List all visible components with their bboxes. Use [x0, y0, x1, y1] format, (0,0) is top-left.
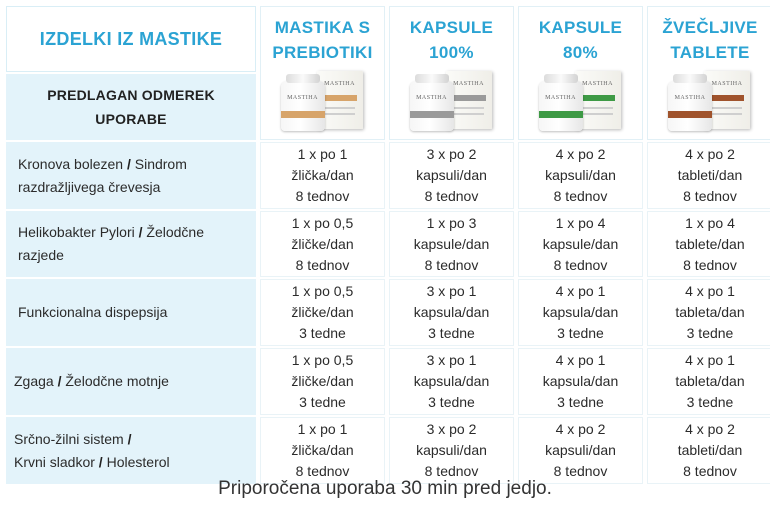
- dose-cell: 4 x po 2 tableti/dan 8 tednov: [647, 417, 770, 484]
- product-box-image: MASTIHA: [704, 71, 750, 129]
- footer-note: Priporočena uporaba 30 min pred jedjo.: [218, 477, 552, 499]
- dose-cell: 3 x po 2 kapsuli/dan 8 tednov: [389, 417, 514, 484]
- product-name: KAPSULE 100%: [409, 18, 494, 62]
- condition-label: Helikobakter Pylori / Želodčne razjede: [6, 211, 256, 277]
- dose-cell: 1 x po 0,5 žličke/dan 8 tednov: [260, 211, 385, 277]
- condition-label: Funkcionalna dispepsija: [6, 279, 256, 346]
- product-header-prebiotiki: [260, 6, 385, 140]
- dose-cell: 4 x po 1 tableta/dan 3 tedne: [647, 348, 770, 415]
- product-jar-image: MASTIHA: [668, 81, 712, 131]
- table-title: IZDELKI IZ MASTIKE: [6, 6, 256, 72]
- dose-cell: 3 x po 1 kapsula/dan 3 tedne: [389, 348, 514, 415]
- product-jar-image: MASTIHA: [281, 81, 325, 131]
- condition-label: Srčno-žilni sistem / Krvni sladkor / Holesterol: [6, 417, 256, 484]
- product-header-tablete: [647, 6, 770, 140]
- product-header-kapsule-80: [518, 6, 643, 140]
- product-header-kapsule-100: [389, 6, 514, 140]
- product-name: KAPSULE 80%: [538, 18, 623, 62]
- product-name: MASTIKA S PREBIOTIKI: [272, 18, 373, 62]
- product-image: [664, 69, 756, 131]
- dose-cell: 3 x po 1 kapsula/dan 3 tedne: [389, 279, 514, 346]
- product-jar-image: MASTIHA: [539, 81, 583, 131]
- dose-cell: 1 x po 4 tablete/dan 8 tednov: [647, 211, 770, 277]
- condition-label: Kronova bolezen / Sindrom razdražljivega črevesja: [6, 142, 256, 209]
- dose-cell: 1 x po 1 žlička/dan 8 tednov: [260, 142, 385, 209]
- dose-cell: 4 x po 2 tableti/dan 8 tednov: [647, 142, 770, 209]
- product-box-image: MASTIHA: [317, 71, 363, 129]
- product-image: [535, 69, 627, 131]
- dose-cell: 4 x po 1 tableta/dan 3 tedne: [647, 279, 770, 346]
- dose-cell: 4 x po 1 kapsula/dan 3 tedne: [518, 279, 643, 346]
- dose-cell: 3 x po 2 kapsuli/dan 8 tednov: [389, 142, 514, 209]
- dose-cell: 4 x po 2 kapsuli/dan 8 tednov: [518, 142, 643, 209]
- dosage-table: [6, 6, 763, 479]
- product-jar-image: MASTIHA: [410, 81, 454, 131]
- dose-cell: 1 x po 0,5 žličke/dan 3 tedne: [260, 348, 385, 415]
- box-accent: [323, 95, 357, 101]
- condition-label: Zgaga / Želodčne motnje: [6, 348, 256, 415]
- product-box-image: MASTIHA: [575, 71, 621, 129]
- dose-cell: 1 x po 0,5 žličke/dan 3 tedne: [260, 279, 385, 346]
- dose-cell: 1 x po 3 kapsule/dan 8 tednov: [389, 211, 514, 277]
- dosage-column-header: PREDLAGAN ODMEREK UPORABE: [6, 74, 256, 140]
- dose-cell: 4 x po 1 kapsula/dan 3 tedne: [518, 348, 643, 415]
- product-name: ŽVEČLJIVE TABLETE: [662, 18, 758, 62]
- product-image: [277, 69, 369, 131]
- product-image: [406, 69, 498, 131]
- dose-cell: 1 x po 1 žlička/dan 8 tednov: [260, 417, 385, 484]
- dose-cell: 1 x po 4 kapsule/dan 8 tednov: [518, 211, 643, 277]
- product-box-image: MASTIHA: [446, 71, 492, 129]
- dose-cell: 4 x po 2 kapsuli/dan 8 tednov: [518, 417, 643, 484]
